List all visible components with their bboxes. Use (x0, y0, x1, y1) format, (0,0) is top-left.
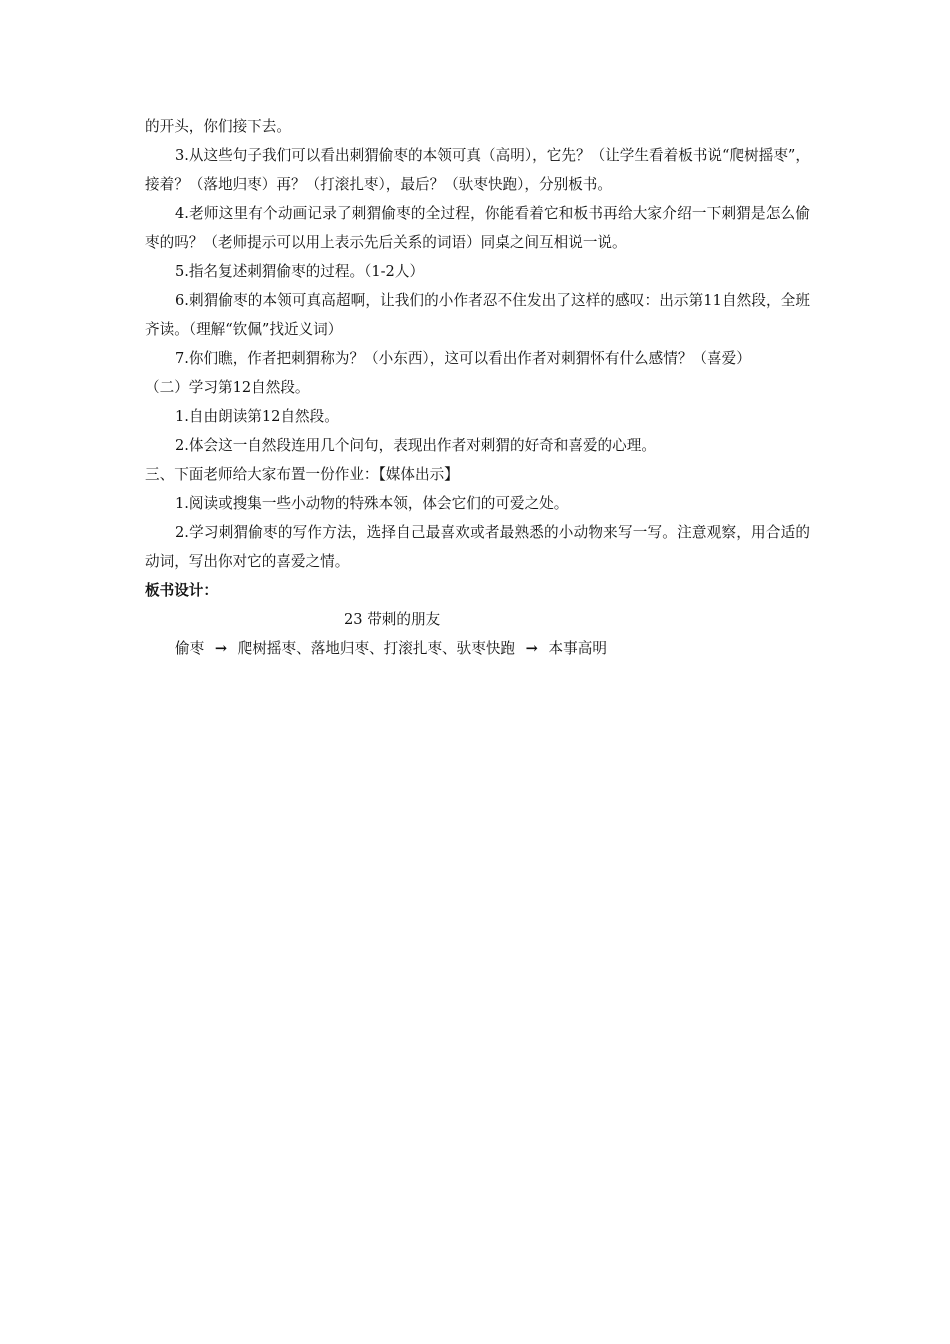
paragraph-step-7: 7.你们瞧，作者把刺猬称为？（小东西），这可以看出作者对刺猬怀有什么感情？（喜爱） (175, 350, 751, 367)
section-heading-three: 三、下面老师给大家布置一份作业：【媒体出示】 (145, 466, 459, 483)
homework-item-2: 2.学习刺猬偷枣的写作方法，选择自己最喜欢或者最熟悉的小动物来写一写。注意观察，用合适的动词，写出你对它的喜爱之情。 (145, 524, 810, 570)
board-middle-terms: 爬树摇枣、落地归枣、打滚扎枣、驮枣快跑 (237, 640, 516, 657)
section-heading-two: （二）学习第12自然段。 (145, 379, 310, 396)
paragraph-step-6: 6.刺猬偷枣的本领可真高超啊，让我们的小作者忍不住发出了这样的感叹：出示第11自然段，全班齐读。（理解“钦佩”找近义词） (145, 292, 810, 338)
board-title: 23 带刺的朋友 (344, 611, 441, 628)
arrow-right-icon: → (214, 640, 228, 657)
paragraph-understand: 2.体会这一自然段连用几个问句，表现出作者对刺猬的好奇和喜爱的心理。 (175, 437, 656, 454)
arrow-right-icon: → (525, 640, 538, 657)
paragraph-step-5: 5.指名复述刺猬偷枣的过程。（1-2人） (175, 263, 425, 280)
paragraph-step-4: 4.老师这里有个动画记录了刺猬偷枣的全过程，你能看着它和板书再给大家介绍一下刺猬是怎么偷枣的吗？（老师提示可以用上表示先后关系的词语）同桌之间互相说一说。 (145, 205, 810, 251)
homework-item-1: 1.阅读或搜集一些小动物的特殊本领，体会它们的可爱之处。 (175, 495, 569, 512)
paragraph-continuation: 的开头，你们接下去。 (145, 118, 291, 135)
paragraph-read-aloud: 1.自由朗读第12自然段。 (175, 408, 339, 425)
board-left-term: 偷枣 (175, 640, 205, 657)
board-flow (145, 634, 810, 663)
board-design-heading: 板书设计： (145, 582, 218, 599)
board-right-term: 本事高明 (548, 640, 607, 657)
document-body (145, 112, 810, 663)
paragraph-step-3: 3.从这些句子我们可以看出刺猬偷枣的本领可真（高明），它先？（让学生看着板书说“爬树摇枣”，接着？（落地归枣）再？（打滚扎枣），最后？（驮枣快跑），分别板书。 (145, 147, 810, 193)
